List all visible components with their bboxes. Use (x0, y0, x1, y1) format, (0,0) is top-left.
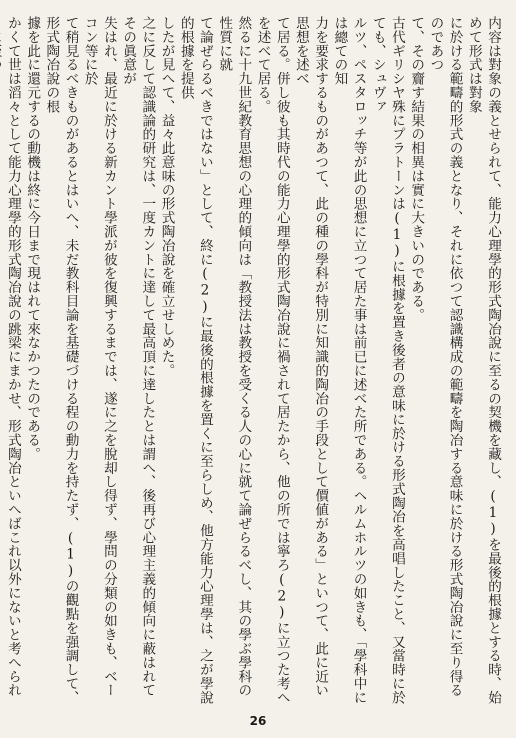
text-line: したが見へて、益々此意味の形式陶冶說を確立せしめた。 (158, 16, 175, 378)
text-line: に於ける範疇的形式の義となり、それに依つて認識構成の範疇を陶冶する意味に於ける形式陶冶說に至り得るのであつ (427, 16, 463, 698)
text-line: て稍見るべきものがあるとはいへ、未だ教科目論を基礎づける程の動力を持たず、(1)の觀點を强調して、形式陶冶說の根 (43, 16, 79, 705)
text-line: 之に反して認識論的研究は、一度カントに達して最高頂に達したとは謂へ、後再び心理主義的傾向に蔽はれてその眞意が (120, 16, 156, 698)
text-line: て論ぜらるべきではない」として、終に(2)に最後的根據を置くに至らしめ、他方能力心理學は、之が學說的根據を提供 (177, 16, 213, 705)
text-line: 力を要求するものがあつて、此の種の學科が特別に知識的陶冶の手段として價値がある」といつて、此に近い思想を述べ (292, 16, 329, 698)
page-number: 26 (249, 714, 267, 728)
text-line: 内容は對象の義とせられて、能力心理學的形式陶冶說に至るの契機を藏し、(1)を最後的根據とする時、始めて形式は對象 (465, 16, 501, 705)
text-line: て居る。併し彼も其時代の能力心理學的形式陶冶說に禍されて居たから、他の所では寧ろ(2)に立つた考へを述べて居る。 (254, 16, 290, 705)
text-line: 據を此に還元するの動機は終に今日まで現はれて來なかつたのである。 (24, 16, 41, 461)
text-line: て、その齎す結果の相異は實に大きいのである。 (408, 16, 425, 322)
text-line: 失はれ、最近に於ける新カント學派が彼を復興するまでは、遂に之を脫却し得ず、學問の分類の如きも、ベーコン等に於 (81, 16, 117, 698)
text-line: ルツ、ペスタロッチ等が此の思想に立つて居た事は前已に述べた所である。ヘルムホルツの如きも、「學科中には總ての知 (331, 16, 367, 705)
text-line: 古代ギリシヤ殊にプラトーンは(1)に根據を置き後者の意味に於ける形式陶冶を高唱したこと、又當時に於ても、シュヴァ (369, 16, 405, 705)
text-line: 然るに十九世紀教育思想の心理的傾向は「教授法は教授を受くる人の心に就て論ぜらるべし、其の學ぶ學科の性質に就 (216, 16, 252, 698)
text-line: かくて世は滔々として能力心理學的形式陶冶說の跳梁にまかせ、形式陶冶といへばこれ以外にないと考へられ (4, 16, 21, 698)
body-text (4, 16, 502, 706)
